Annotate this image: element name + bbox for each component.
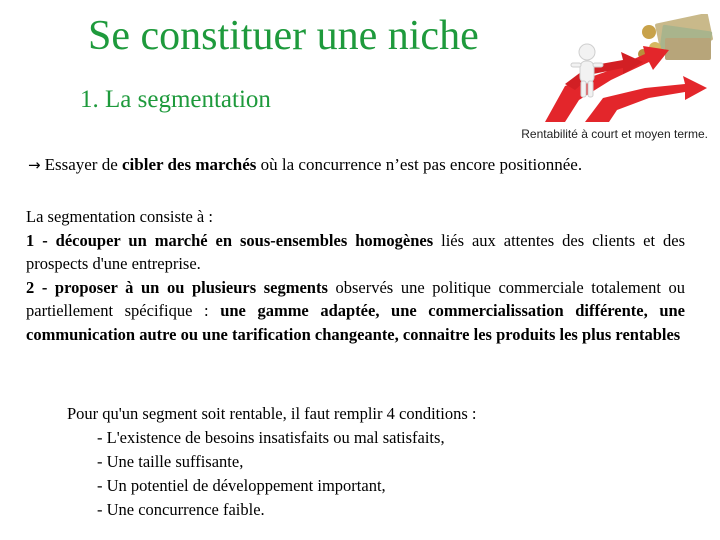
definition-point-1 xyxy=(26,229,685,276)
point-1-bold: 1 - découper un marché en sous-ensembles homogènes xyxy=(26,230,434,250)
point-2-bold-start: 2 - proposer à un ou plusieurs segments xyxy=(26,277,328,297)
arrow-line-text-end: où la concurrence n’est pas encore positionnée. xyxy=(256,155,583,174)
segmentation-definition xyxy=(26,205,685,346)
definition-intro: La segmentation consiste à : xyxy=(26,207,213,226)
slide-subtitle: 1. La segmentation xyxy=(80,86,271,113)
point-2-bold-end: une gamme adaptée, une commercialissation différente, une communication autre ou une tarification changeante, connaitre les produits les plus rentables xyxy=(26,301,686,344)
condition-item: - Une taille suffisante, xyxy=(97,452,244,471)
profitability-conditions xyxy=(67,402,476,522)
illustration-caption: Rentabilité à court et moyen terme. xyxy=(521,127,708,141)
arrow-line-text-start: Essayer de xyxy=(44,155,122,174)
slide-title: Se constituer une niche xyxy=(88,13,479,59)
condition-item: - L'existence de besoins insatisfaits ou mal satisfaits, xyxy=(97,428,445,447)
condition-item: - Un potentiel de développement important, xyxy=(97,476,386,495)
condition-item: - Une concurrence faible. xyxy=(97,500,265,519)
point-2-mid: observés une politique commerciale totalement ou partiellement spécifique : xyxy=(26,277,686,320)
arrow-line-bold: cibler des marchés xyxy=(122,155,257,174)
conditions-intro: Pour qu'un segment soit rentable, il faut remplir 4 conditions : xyxy=(67,404,477,423)
point-1-rest: liés aux attentes des clients et des prospects d'une entreprise. xyxy=(26,230,685,273)
right-arrow-icon: → xyxy=(28,156,41,174)
definition-point-2 xyxy=(26,276,685,347)
illustration-figure-arrows-money xyxy=(545,14,715,122)
target-markets-line xyxy=(28,155,582,175)
